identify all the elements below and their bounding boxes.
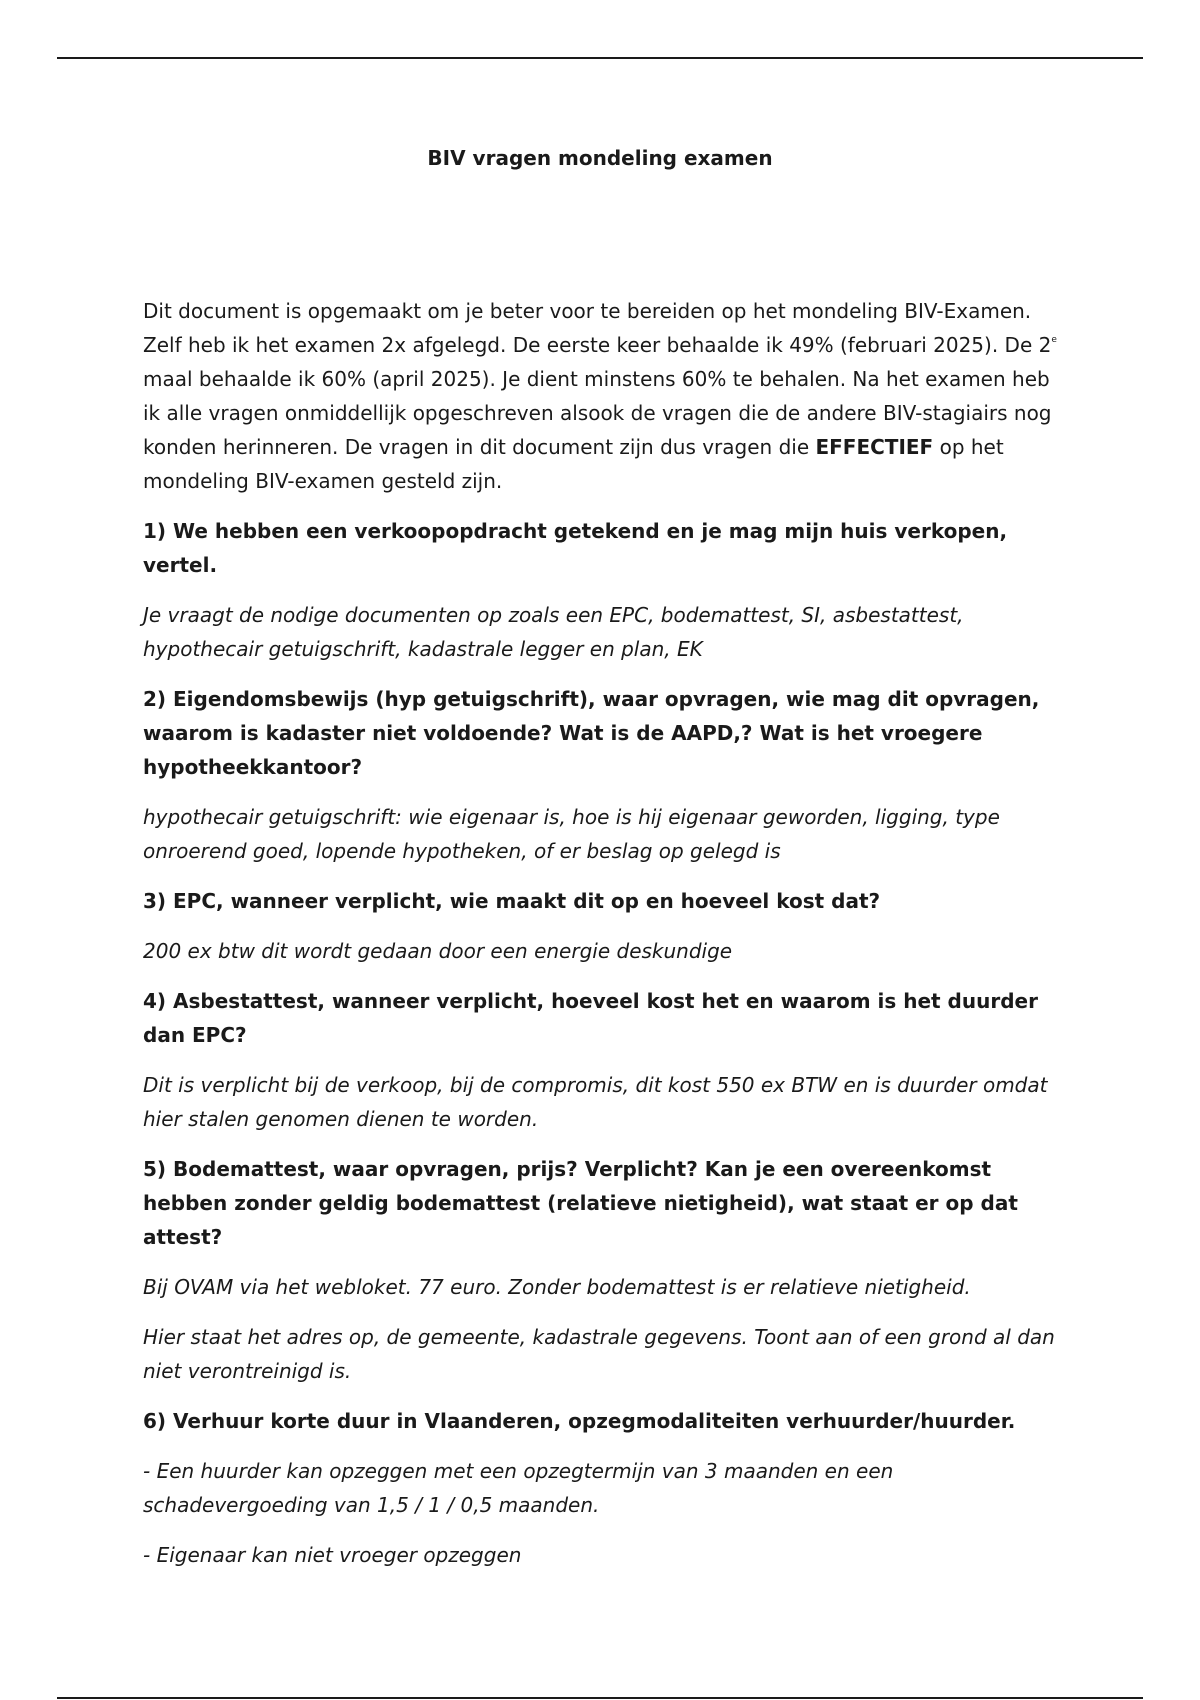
intro-text-2: maal behaalde ik 60% (april 2025). Je dient minstens 60% te behalen. Na het examen heb ik alle vragen onmiddellijk opgeschreven alsook de vragen die de andere BIV-stagiairs nog konden herinneren. De vragen in dit document zijn dus vragen die (143, 367, 1052, 459)
intro-emphasis: EFFECTIEF (815, 435, 934, 459)
question-1: 1) We hebben een verkoopopdracht getekend en je mag mijn huis verkopen, vertel. (143, 519, 1008, 577)
question-2: 2) Eigendomsbewijs (hyp getuigschrift), waar opvragen, wie mag dit opvragen, waarom is kadaster niet voldoende? Wat is de AAPD,? Wat is het vroegere hypotheekkantoor? (143, 687, 1040, 779)
document-body (143, 294, 1063, 1588)
document-title: BIV vragen mondeling examen (427, 146, 773, 170)
intro-paragraph (143, 294, 1063, 498)
intro-superscript: e (1051, 335, 1057, 345)
answer-5b: Hier staat het adres op, de gemeente, kadastrale gegevens. Toont aan of een grond al dan niet verontreinigd is. (143, 1325, 1055, 1383)
question-3: 3) EPC, wanneer verplicht, wie maakt dit op en hoeveel kost dat? (143, 889, 881, 913)
answer-4: Dit is verplicht bij de verkoop, bij de compromis, dit kost 550 ex BTW en is duurder omdat hier stalen genomen dienen te worden. (143, 1073, 1048, 1131)
answer-5a: Bij OVAM via het webloket. 77 euro. Zonder bodemattest is er relatieve nietigheid. (143, 1275, 971, 1299)
question-6: 6) Verhuur korte duur in Vlaanderen, opzegmodaliteiten verhuurder/huurder. (143, 1409, 1016, 1433)
intro-text-1: Dit document is opgemaakt om je beter voor te bereiden op het mondeling BIV-Examen. Zelf heb ik het examen 2x afgelegd. De eerste keer behaalde ik 49% (februari 2025). De 2 (143, 299, 1052, 357)
header-rule (57, 57, 1143, 59)
answer-2: hypothecair getuigschrift: wie eigenaar is, hoe is hij eigenaar geworden, ligging, type onroerend goed, lopende hypotheken, of er beslag op gelegd is (143, 805, 1000, 863)
answer-6b: - Eigenaar kan niet vroeger opzeggen (143, 1543, 522, 1567)
question-5: 5) Bodemattest, waar opvragen, prijs? Verplicht? Kan je een overeenkomst hebben zonder geldig bodemattest (relatieve nietigheid), wat staat er op dat attest? (143, 1157, 1018, 1249)
answer-1: Je vraagt de nodige documenten op zoals een EPC, bodemattest, SI, asbestattest, hypothecair getuigschrift, kadastrale legger en plan, EK (143, 603, 964, 661)
answer-6a: - Een huurder kan opzeggen met een opzegtermijn van 3 maanden en een schadevergoeding van 1,5 / 1 / 0,5 maanden. (143, 1459, 894, 1517)
intro-text-3: op het mondeling BIV-examen gesteld zijn. (143, 435, 1004, 493)
question-4: 4) Asbestattest, wanneer verplicht, hoeveel kost het en waarom is het duurder dan EPC? (143, 989, 1038, 1047)
answer-3: 200 ex btw dit wordt gedaan door een energie deskundige (143, 939, 733, 963)
footer-rule (57, 1697, 1143, 1699)
